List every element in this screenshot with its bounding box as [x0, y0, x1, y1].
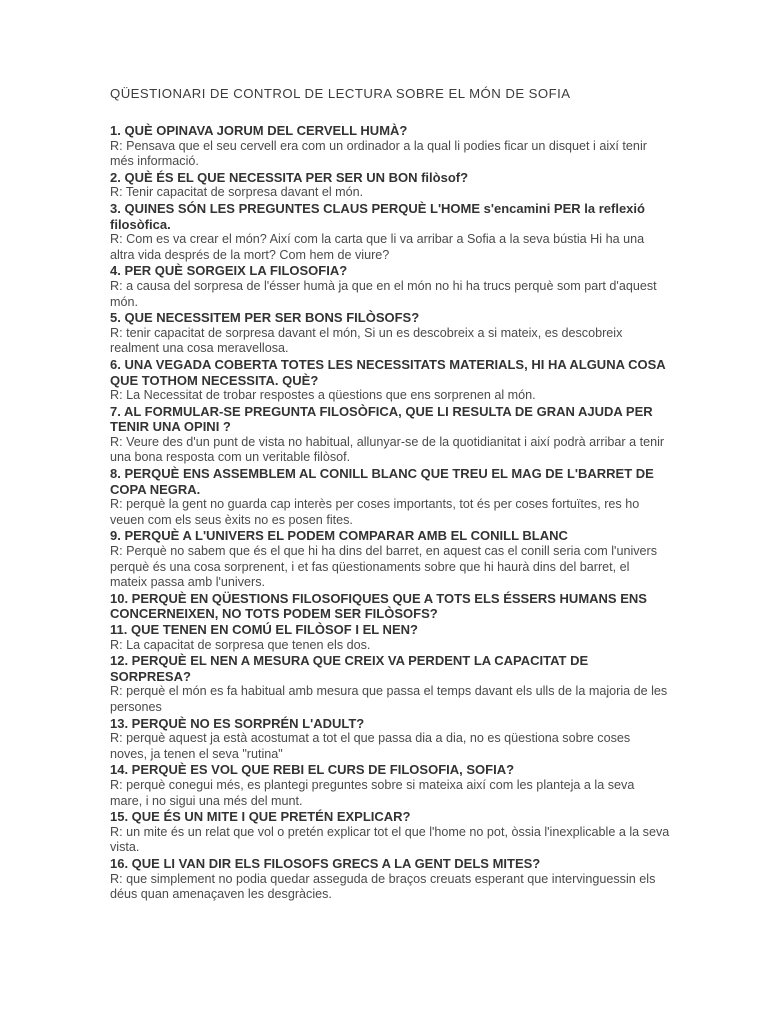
question-text: 3. QUINES SÓN LES PREGUNTES CLAUS PERQUÈ L'HOME s'encamini PER la reflexió filosòfica. — [110, 200, 645, 232]
answer-text: R: La Necessitat de trobar respostes a qüestions que ens sorprenen al món. — [110, 388, 536, 403]
question-list — [110, 123, 670, 903]
answer-text: R: perquè el món es fa habitual amb mesura que passa el temps davant els ulls de la majoria de les persones — [110, 684, 668, 714]
answer-text: R: que simplement no podia quedar asseguda de braços creuats esperant que intervinguessin els déus quan amenaçaven les desgràcies. — [110, 871, 656, 902]
question-item — [110, 591, 670, 622]
question-text: 9. PERQUÈ A L'UNIVERS EL PODEM COMPARAR AMB EL CONILL BLANC — [110, 528, 568, 544]
question-item — [110, 809, 670, 856]
question-item — [110, 201, 670, 263]
question-text: 1. QUÈ OPINAVA JORUM DEL CERVELL HUMÀ? — [110, 123, 408, 138]
answer-text: R: a causa del sorpresa de l'ésser humà ja que en el món no hi ha trucs perquè som part d'aquest món. — [110, 278, 657, 309]
question-item — [110, 856, 670, 903]
question-text: 15. QUE ÉS UN MITE I QUE PRETÉN EXPLICAR? — [110, 809, 411, 825]
question-item — [110, 263, 670, 310]
question-text: 7. AL FORMULAR-SE PREGUNTA FILOSÒFICA, QUE LI RESULTA DE GRAN AJUDA PER TENIR UNA OPINI ? — [110, 403, 653, 435]
question-item — [110, 528, 670, 590]
answer-text: R: Tenir capacitat de sorpresa davant el món. — [110, 185, 364, 200]
question-item — [110, 762, 670, 809]
answer-text: R: Pensava que el seu cervell era com un ordinador a la qual li podies ficar un disquet i així tenir més informació. — [110, 138, 647, 169]
answer-text: R: Perquè no sabem que és el que hi ha dins del barret, en aquest cas el conill seria com l'univers perquè és una cosa sorprenent, i et fas qüestionaments sobre que hi haurà dins del barret, el mateix passa amb l'univers. — [110, 544, 658, 590]
question-text: 11. QUE TENEN EN COMÚ EL FILÒSOF I EL NEN? — [110, 622, 418, 637]
question-text: 10. PERQUÈ EN QÜESTIONS FILOSOFIQUES QUE A TOTS ELS ÉSSERS HUMANS ENS CONCERNEIXEN, NO TOTS PODEM SER FILÒSOFS? — [110, 590, 647, 622]
answer-text: R: perquè aquest ja està acostumat a tot el que passa dia a dia, no es qüestiona sobre coses noves, ja tenen el seva "rutina" — [110, 731, 631, 761]
question-item — [110, 466, 670, 528]
answer-text: R: perquè la gent no guarda cap interès per coses importants, tot és per coses fortuïtes, res ho veuen com els seus èxits no es posen fites. — [110, 497, 640, 527]
question-text: 16. QUE LI VAN DIR ELS FILOSOFS GRECS A LA GENT DELS MITES? — [110, 855, 541, 871]
question-item — [110, 653, 670, 715]
question-item — [110, 170, 670, 201]
question-item — [110, 716, 670, 763]
answer-text: R: un mite és un relat que vol o pretén explicar tot el que l'home no pot, òssia l'inexplicable a la seva vista. — [110, 824, 670, 855]
document-title: QÜESTIONARI DE CONTROL DE LECTURA SOBRE EL MÓN DE SOFIA — [110, 86, 571, 101]
question-item — [110, 622, 670, 653]
question-text: 2. QUÈ ÉS EL QUE NECESSITA PER SER UN BON filòsof? — [110, 169, 469, 185]
question-text: 14. PERQUÈ ES VOL QUE REBI EL CURS DE FILOSOFIA, SOFIA? — [110, 762, 515, 778]
question-item — [110, 404, 670, 466]
answer-text: R: La capacitat de sorpresa que tenen els dos. — [110, 637, 371, 652]
document-page — [110, 86, 670, 903]
question-item — [110, 123, 670, 170]
question-text: 5. QUE NECESSITEM PER SER BONS FILÒSOFS? — [110, 310, 420, 326]
question-item — [110, 310, 670, 357]
question-text: 12. PERQUÈ EL NEN A MESURA QUE CREIX VA PERDENT LA CAPACITAT DE SORPRESA? — [110, 653, 589, 684]
answer-text: R: perquè conegui més, es plantegi preguntes sobre si mateixa així com les planteja a la seva mare, i no sigui una més del munt. — [110, 777, 635, 808]
question-item — [110, 357, 670, 404]
answer-text: R: tenir capacitat de sorpresa davant el món, Si un es descobreix a si mateix, es descobreix realment una cosa meravellosa. — [110, 325, 623, 356]
question-text: 13. PERQUÈ NO ES SORPRÉN L'ADULT? — [110, 715, 365, 731]
answer-text: R: Veure des d'un punt de vista no habitual, allunyar-se de la quotidianitat i així podrà arribar a tenir una bona resposta com un veritable filòsof. — [110, 434, 665, 465]
question-text: 6. UNA VEGADA COBERTA TOTES LES NECESSITATS MATERIALS, HI HA ALGUNA COSA QUE TOTHOM NECESSITA. QUÈ? — [110, 356, 666, 388]
question-text: 8. PERQUÈ ENS ASSEMBLEM AL CONILL BLANC QUE TREU EL MAG DE L'BARRET DE COPA NEGRA. — [110, 466, 654, 497]
question-text: 4. PER QUÈ SORGEIX LA FILOSOFIA? — [110, 263, 348, 279]
answer-text: R: Com es va crear el món? Així com la carta que li va arribar a Sofia a la seva bústia Hi ha una altra vida després de la mort? Com hem de viure? — [110, 232, 645, 262]
